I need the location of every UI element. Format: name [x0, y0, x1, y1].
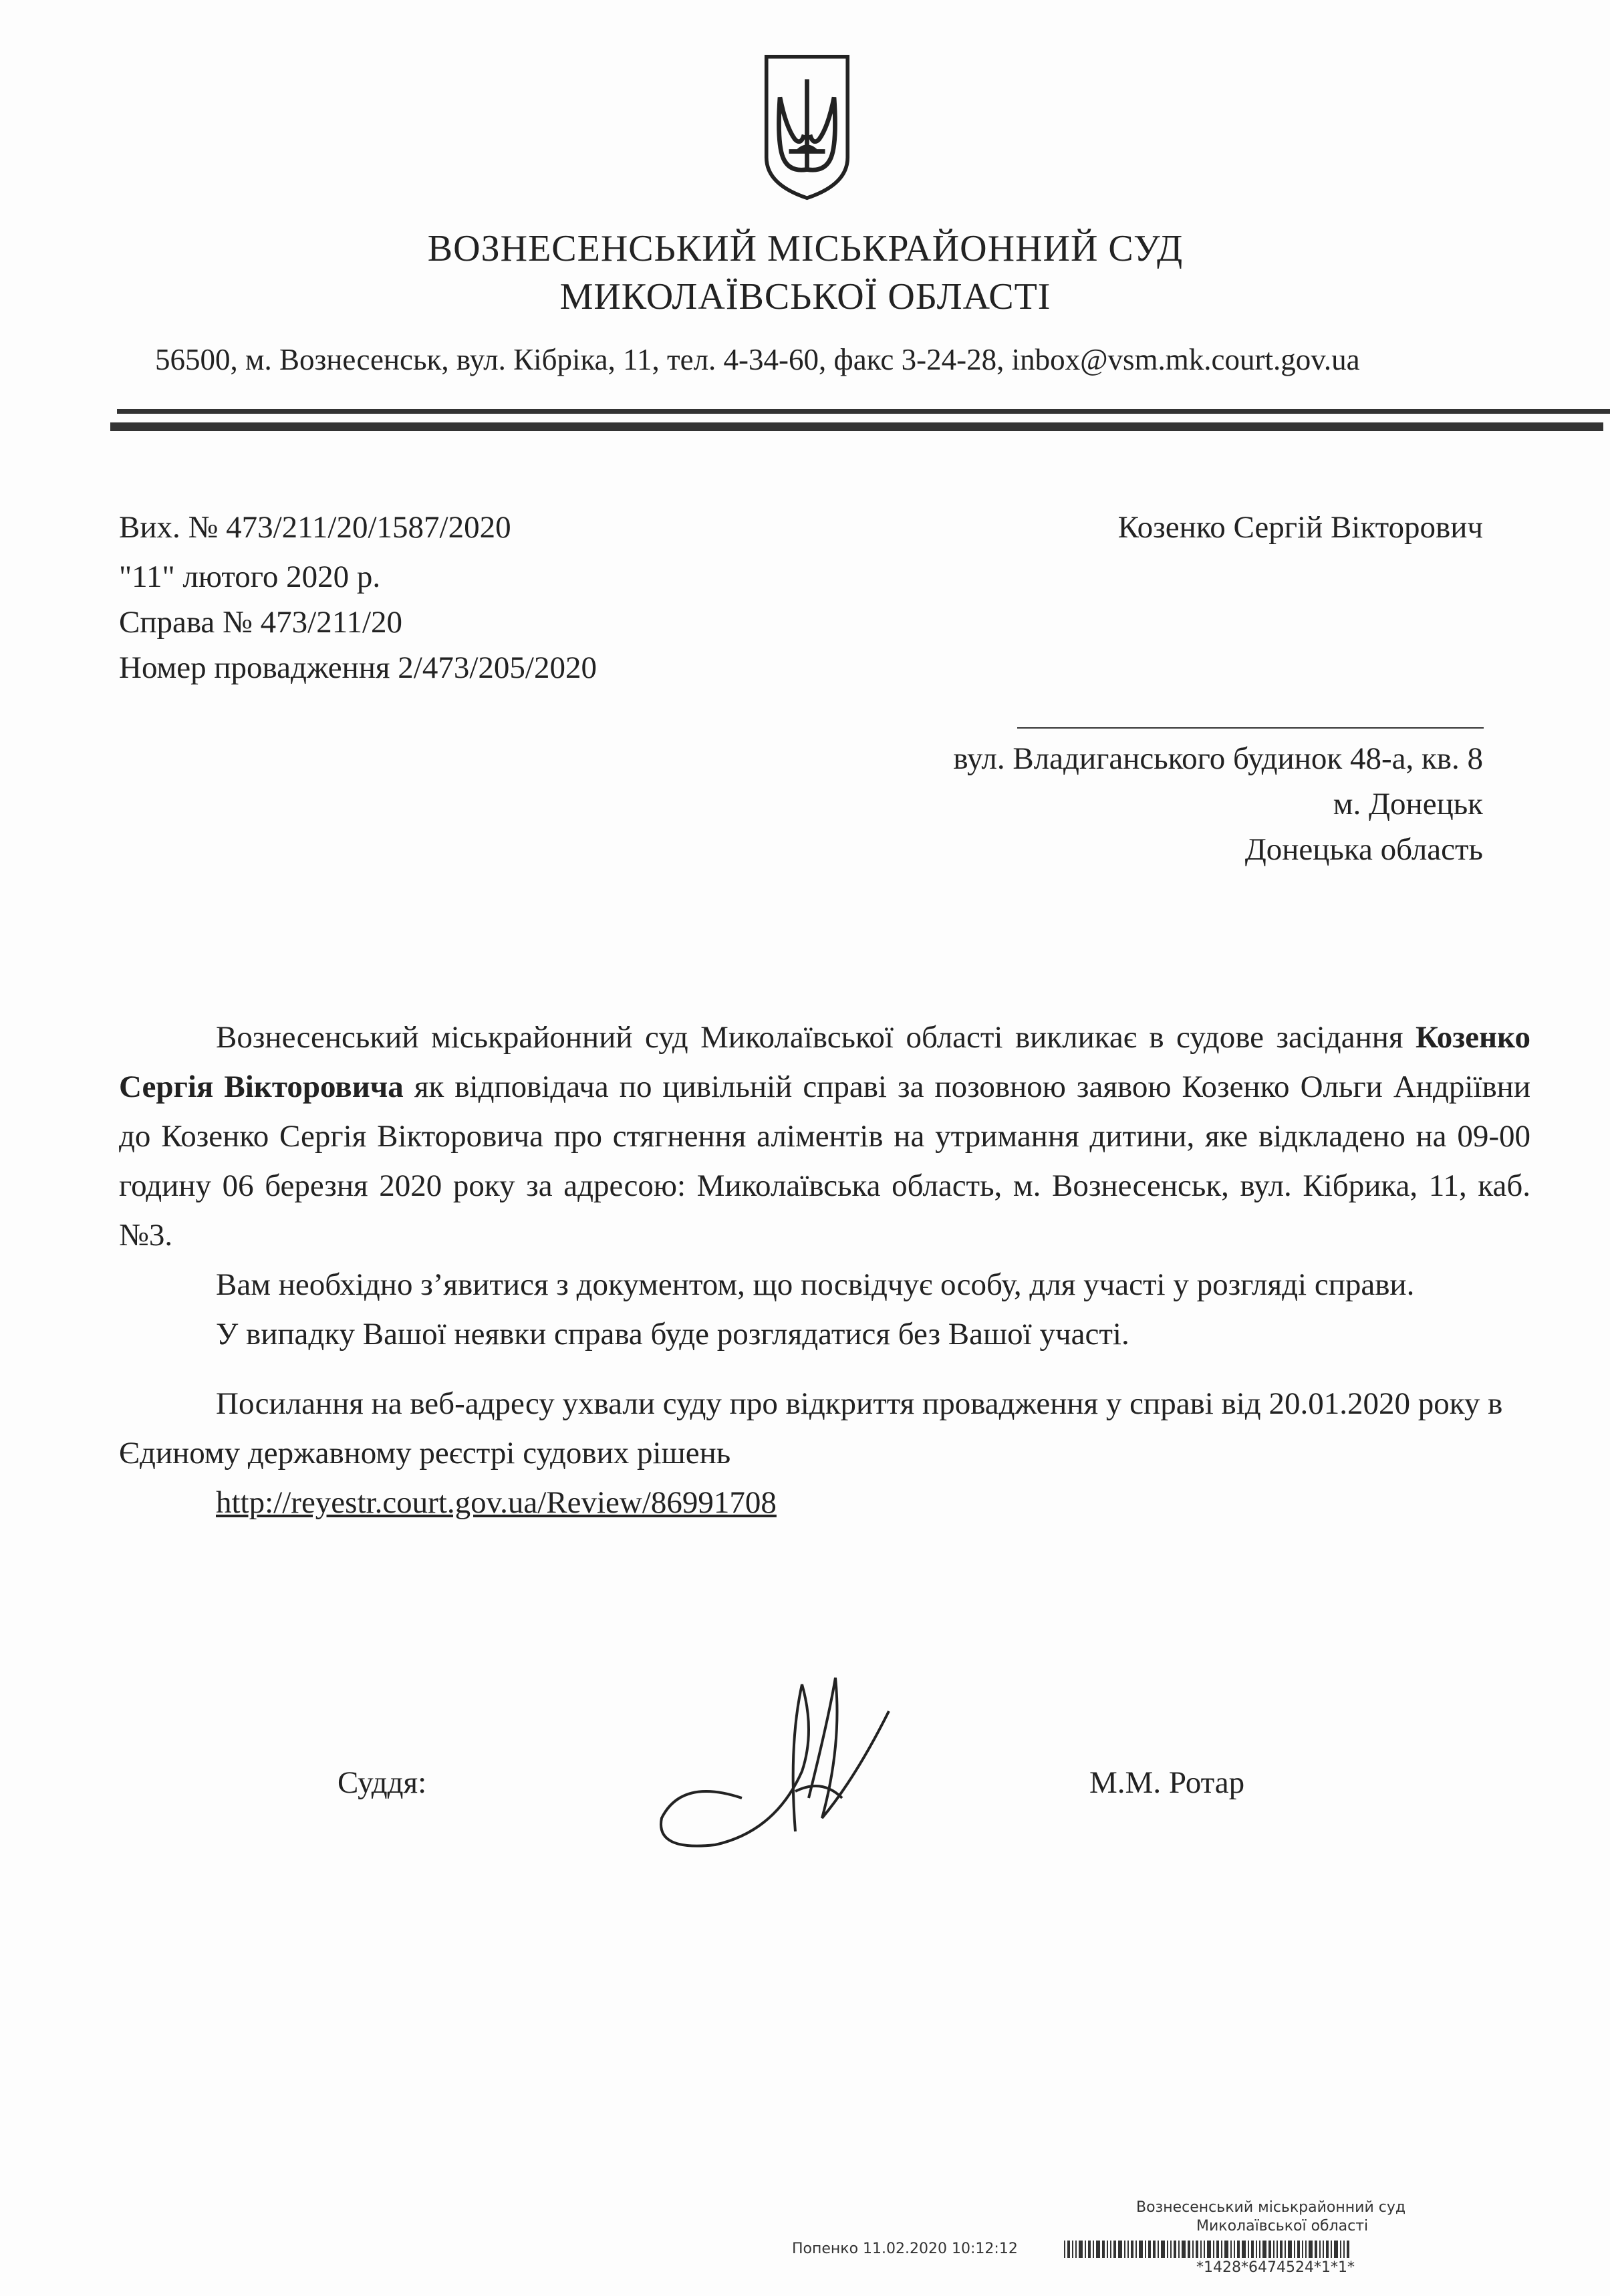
barcode-bar [1174, 2241, 1176, 2258]
barcode-bar [1161, 2241, 1165, 2258]
barcode-bar [1182, 2241, 1186, 2258]
barcode-bar [1085, 2241, 1086, 2258]
barcode-bar [1079, 2241, 1083, 2258]
barcode-bar [1340, 2241, 1341, 2258]
barcode-bar [1273, 2241, 1274, 2258]
summons-paragraph [119, 1013, 1530, 1260]
barcode-bar [1110, 2241, 1111, 2258]
letter-date: "11" лютого 2020 р. [119, 559, 381, 594]
barcode-bar [1347, 2241, 1349, 2258]
barcode-bar [1107, 2241, 1108, 2258]
barcode-bar [1153, 2241, 1156, 2258]
signature-label: Суддя: [338, 1765, 427, 1800]
barcode-bar [1204, 2241, 1205, 2258]
barcode-bar [1331, 2241, 1332, 2258]
barcode-bar [1268, 2241, 1271, 2258]
barcode-bar [1305, 2241, 1307, 2258]
barcode-number: *1428*6474524*1*1* [1196, 2259, 1355, 2276]
barcode-bar [1221, 2241, 1222, 2258]
barcode-bar [1093, 2241, 1094, 2258]
barcode-bar [1188, 2241, 1190, 2258]
recipient-city: м. Донецьк [1333, 787, 1483, 821]
barcode-bar [1135, 2241, 1137, 2258]
signature-icon [642, 1664, 942, 1865]
barcode-bar [1170, 2241, 1172, 2258]
barcode-bar [1224, 2241, 1228, 2258]
barcode-bar [1148, 2241, 1151, 2258]
barcode-bar [1192, 2241, 1194, 2258]
judge-name: М.М. Ротар [1089, 1765, 1245, 1800]
barcode-bar [1145, 2241, 1146, 2258]
barcode-bar [1113, 2241, 1116, 2258]
barcode-bar [1234, 2241, 1235, 2258]
barcode-bar [1326, 2241, 1329, 2258]
registry-link[interactable]: http://reyestr.court.gov.ua/Review/86991708 [216, 1485, 777, 1520]
absence-paragraph: У випадку Вашої неявки справа буде розглядатися без Вашої участі. [216, 1317, 1129, 1352]
barcode-bar [1323, 2241, 1324, 2258]
proceeding-number: Номер провадження 2/473/205/2020 [119, 650, 597, 685]
barcode-bar [1167, 2241, 1168, 2258]
barcode-bar [1131, 2241, 1133, 2258]
barcode-bar [1262, 2241, 1266, 2258]
court-region: МИКОЛАЇВСЬКОЇ ОБЛАСТІ [559, 276, 1051, 317]
barcode-bar [1294, 2241, 1295, 2258]
barcode-bar [1297, 2241, 1300, 2258]
letter-body [119, 1013, 1530, 1527]
barcode-bar [1067, 2241, 1070, 2258]
barcode-bar [1315, 2241, 1317, 2258]
barcode-bar [1139, 2241, 1143, 2258]
barcode-bar [1118, 2241, 1122, 2258]
recipient-name: Козенко Сергій Вікторович [1117, 510, 1483, 545]
summons-text-cont: як відповідача по цивільній справі за позовною заявою Козенко Ольги Андріївни до Козенко Сергія Вікторовича про стягнення аліментів на утримання дитини, яке відкладено на 09-00 годину 06 березня 2020 року за адресою: Миколаївська область, м. Вознесенськ, вул. Кібрика, 11, каб. №3. [119, 1069, 1530, 1253]
barcode-bar [1319, 2241, 1321, 2258]
barcode-bar [1259, 2241, 1260, 2258]
summons-text: Вознесенський міськрайонний суд Миколаївської області викликає в судове засідання [216, 1020, 1416, 1055]
barcode-bar [1124, 2241, 1125, 2258]
court-name: ВОЗНЕСЕНСЬКИЙ МІСЬКРАЙОННИЙ СУД [427, 228, 1184, 269]
header-rule-thin [117, 409, 1610, 414]
barcode-bar [1216, 2241, 1219, 2258]
barcode-bar [1343, 2241, 1345, 2258]
barcode-bar [1309, 2241, 1313, 2258]
barcode-bar [1207, 2241, 1211, 2258]
barcode-bar [1088, 2241, 1091, 2258]
coat-of-arms-icon [762, 52, 852, 203]
barcode-bar [1256, 2241, 1257, 2258]
barcode-bar [1213, 2241, 1214, 2258]
barcode-bar [1288, 2241, 1292, 2258]
barcode-bar [1230, 2241, 1232, 2258]
barcode-bar [1242, 2241, 1246, 2258]
barcode-bar [1237, 2241, 1240, 2258]
recipient-street: вул. Владиганського будинок 48-а, кв. 8 [953, 741, 1483, 776]
court-address: 56500, м. Вознесенськ, вул. Кібріка, 11, тел. 4-34-60, факс 3-24-28, inbox@vsm.mk.court.gov.ua [155, 343, 1360, 376]
barcode-bar [1127, 2241, 1129, 2258]
barcode-bar [1075, 2241, 1077, 2258]
barcode-bar [1196, 2241, 1198, 2258]
footer-court-name: Вознесенський міськрайонний суд [1136, 2199, 1406, 2216]
header-rule-thick [110, 422, 1603, 431]
barcode-bar [1302, 2241, 1303, 2258]
id-paragraph: Вам необхідно з’явитися з документом, що посвідчує особу, для участі у розгляді справи. [216, 1267, 1415, 1302]
barcode-bar [1096, 2241, 1100, 2258]
recipient-region: Донецька область [1244, 832, 1483, 867]
footer-court-region: Миколаївської області [1196, 2218, 1369, 2235]
barcode-bar [1072, 2241, 1073, 2258]
barcode-bar [1158, 2241, 1159, 2258]
footer-stamp: Попенко 11.02.2020 10:12:12 [792, 2241, 1018, 2257]
outgoing-number: Вих. № 473/211/20/1587/2020 [119, 510, 511, 545]
barcode-bar [1178, 2241, 1180, 2258]
barcode-bar [1334, 2241, 1338, 2258]
barcode [1064, 2241, 1532, 2258]
defendant-name: Козенко Сергія Вікторовича [119, 1020, 1530, 1104]
barcode-bar [1285, 2241, 1286, 2258]
barcode-bar [1277, 2241, 1278, 2258]
barcode-bar [1200, 2241, 1202, 2258]
barcode-bar [1251, 2241, 1254, 2258]
barcode-bar [1248, 2241, 1249, 2258]
barcode-bar [1280, 2241, 1283, 2258]
link-paragraph: Посилання на веб-адресу ухвали суду про відкриття провадження у справі від 20.01.2020 року в Єдиному державному реєстрі судових рішень [119, 1386, 1503, 1471]
barcode-bar [1102, 2241, 1105, 2258]
barcode-bar [1064, 2241, 1065, 2258]
recipient-divider [1017, 727, 1484, 729]
case-number: Справа № 473/211/20 [119, 605, 403, 640]
